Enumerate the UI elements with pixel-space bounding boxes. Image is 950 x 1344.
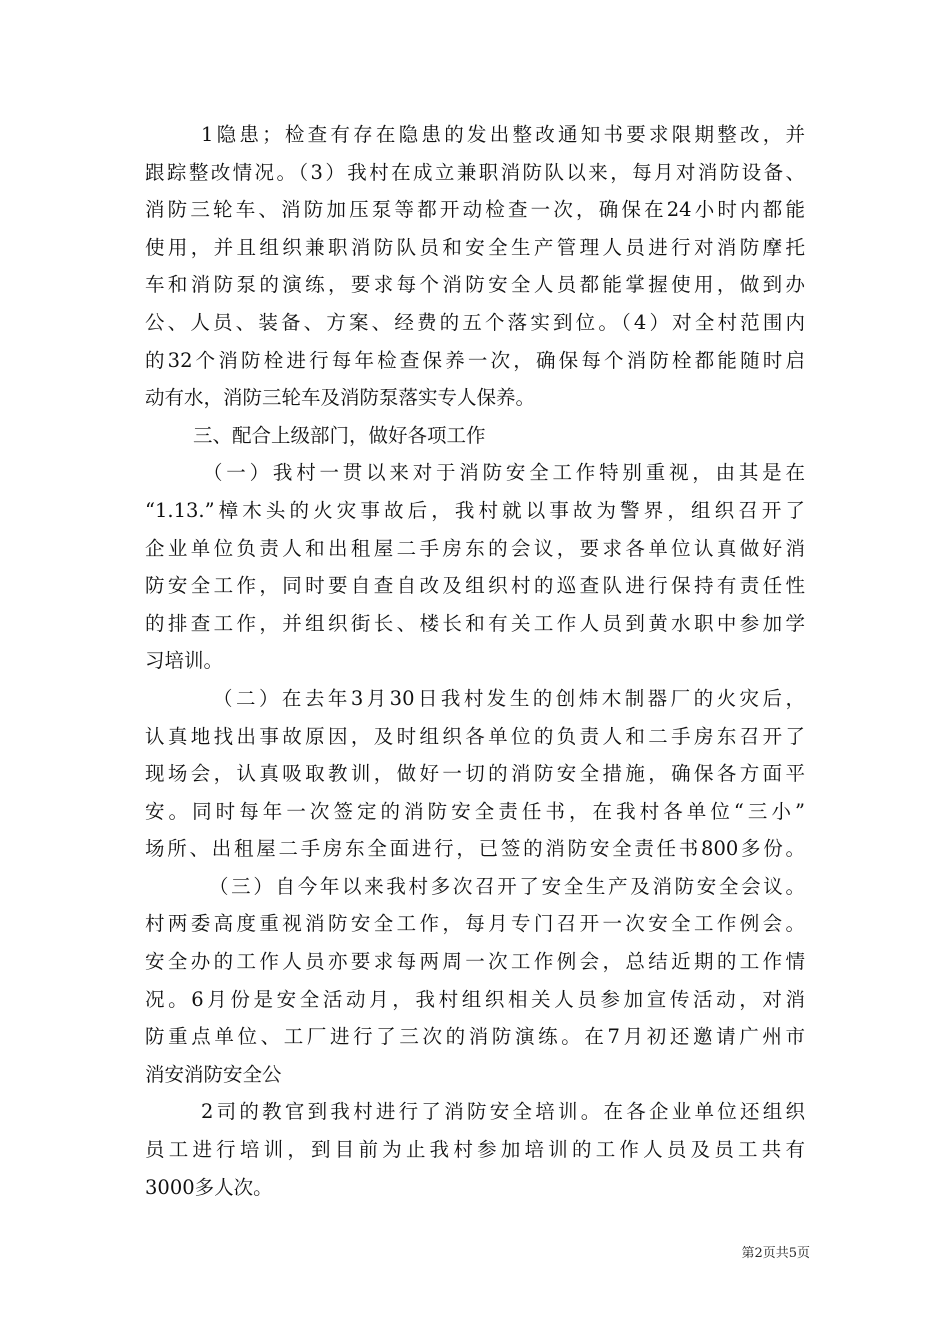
text-line: （一）我村一贯以来对于消防安全工作特别重视，由其是在 (203, 461, 805, 485)
text-line: 消安消防安全公 (145, 1062, 282, 1086)
text-line: 习培训。 (145, 649, 224, 673)
text-line: 场所、出租屋二手房东全面进行，已签的消防安全责任书800多份。 (145, 837, 805, 861)
text-line: 企业单位负责人和出租屋二手房东的会议，要求各单位认真做好消 (145, 536, 805, 560)
text-line: 防安全工作，同时要自查自改及组织村的巡查队进行保持有责任性 (145, 574, 805, 598)
text-line: 的32个消防栓进行每年检查保养一次，确保每个消防栓都能随时启 (145, 348, 805, 372)
text-line: （二）在去年3月30日我村发生的创炜木制器厂的火灾后， (213, 686, 805, 710)
document-body (145, 116, 805, 1206)
text-line: 认真地找出事故原因，及时组织各单位的负责人和二手房东召开了 (145, 724, 805, 748)
text-line: （三）自今年以来我村多次召开了安全生产及消防安全会议。 (209, 874, 805, 898)
text-line: 跟踪整改情况。（3）我村在成立兼职消防队以来，每月对消防设备、 (145, 160, 805, 184)
text-line: 况。6月份是安全活动月，我村组织相关人员参加宣传活动，对消 (145, 987, 805, 1011)
text-line: 村两委高度重视消防安全工作，每月专门召开一次安全工作例会。 (145, 912, 805, 936)
text-line: 动有水，消防三轮车及消防泵落实专人保养。 (145, 386, 536, 410)
text-line: “1.13.”樟木头的火灾事故后，我村就以事故为警界，组织召开了 (145, 498, 805, 522)
text-line: 防重点单位、工厂进行了三次的消防演练。在7月初还邀请广州市 (145, 1025, 805, 1049)
text-line: 安全办的工作人员亦要求每两周一次工作例会，总结近期的工作情 (145, 950, 805, 974)
text-line: 2司的教官到我村进行了消防安全培训。在各企业单位还组织 (201, 1100, 805, 1124)
text-line: 公、人员、装备、方案、经费的五个落实到位。（4）对全村范围内 (145, 310, 805, 334)
text-line: 安。同时每年一次签定的消防安全责任书，在我村各单位“三小” (145, 799, 805, 823)
text-line: 现场会，认真吸取教训，做好一切的消防安全措施，确保各方面平 (145, 762, 805, 786)
text-line: 使用，并且组织兼职消防队员和安全生产管理人员进行对消防摩托 (145, 235, 805, 259)
text-line: 员工进行培训，到目前为止我村参加培训的工作人员及员工共有 (145, 1138, 805, 1162)
text-line: 的排查工作，并组织街长、楼长和有关工作人员到黄水职中参加学 (145, 611, 805, 635)
text-line: 车和消防泵的演练，要求每个消防安全人员都能掌握使用，做到办 (145, 273, 805, 297)
text-line: 消防三轮车、消防加压泵等都开动检查一次，确保在24小时内都能 (145, 198, 805, 222)
text-line: 1隐患；检查有存在隐患的发出整改通知书要求限期整改，并 (201, 123, 805, 146)
text-line: 3000多人次。 (145, 1175, 273, 1199)
section-heading: 三、配合上级部门，做好各项工作 (193, 423, 486, 447)
page-number: 第2页共5页 (741, 1246, 810, 1261)
